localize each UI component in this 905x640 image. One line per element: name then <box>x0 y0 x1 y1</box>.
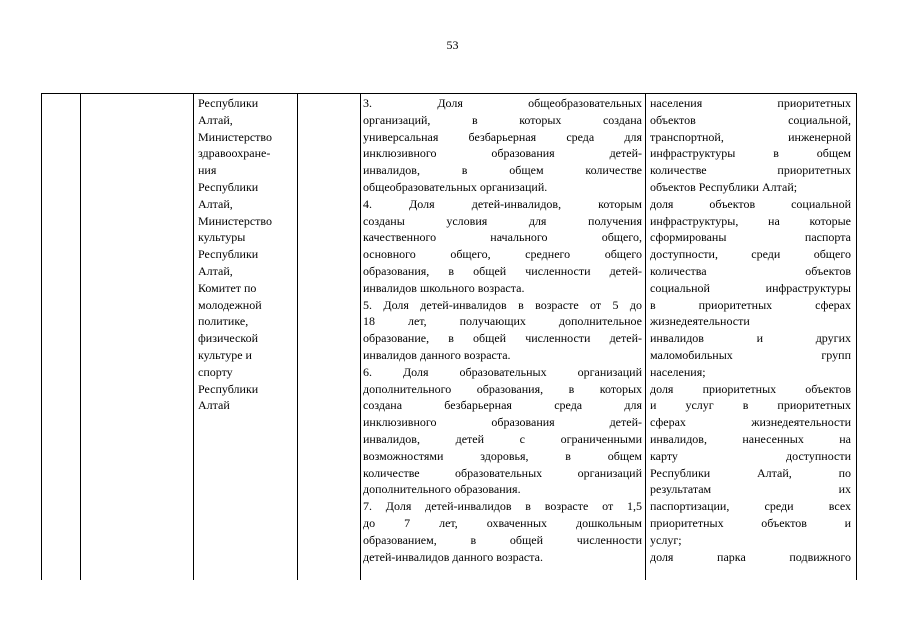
indicator-line: 5. Доля детей-инвалидов в возрасте от 5 до <box>363 297 642 312</box>
executor-line: политике, <box>198 314 249 329</box>
executor-line: Алтай <box>198 398 230 413</box>
result-line: населения приоритетных <box>650 96 851 110</box>
page-number: 53 <box>446 38 459 52</box>
result-line: инфраструктуры, на которые <box>650 213 851 228</box>
result-line: инвалидов и других <box>650 331 851 346</box>
indicator-line: до 7 лет, охваченных дошкольным <box>363 515 642 530</box>
executor-line: Алтай, <box>198 112 233 127</box>
result-line: маломобильных групп <box>650 347 851 362</box>
result-line: количестве приоритетных <box>650 163 851 178</box>
indicator-line: возможностями здоровья, в общем <box>363 448 642 463</box>
executor-line: Комитет по <box>198 280 257 295</box>
result-line: в приоритетных сферах <box>650 297 851 312</box>
result-line: количества объектов <box>650 263 851 278</box>
result-line: приоритетных объектов и <box>650 515 851 530</box>
result-line: карту доступности <box>650 448 851 463</box>
indicator-line: дополнительного образования, в которых <box>363 381 642 396</box>
executor-line: Республики <box>198 247 259 262</box>
result-line: инвалидов, нанесенных на <box>650 431 851 446</box>
indicator-line: универсальная безбарьерная среда для <box>363 129 642 144</box>
executor-line: Республики <box>198 381 259 396</box>
result-line: транспортной, инженерной <box>650 129 851 144</box>
indicator-line: 4. Доля детей-инвалидов, которым <box>363 196 642 211</box>
indicator-line: инвалидов школьного возраста. <box>363 280 525 295</box>
indicator-table <box>41 93 857 580</box>
column-divider <box>297 94 298 580</box>
result-line: услуг; <box>650 532 682 547</box>
executor-line: Алтай, <box>198 196 233 211</box>
result-line: сформированы паспорта <box>650 230 851 245</box>
indicator-line: основного общего, среднего общего <box>363 247 642 262</box>
result-line: Республики Алтай, по <box>650 465 851 480</box>
column-divider <box>645 94 646 580</box>
indicator-line: общеобразовательных организаций. <box>363 179 548 194</box>
indicator-line: созданы условия для получения <box>363 213 642 228</box>
column-divider <box>193 94 194 580</box>
result-line: и услуг в приоритетных <box>650 398 851 413</box>
result-line: жизнедеятельности <box>650 314 750 329</box>
indicator-line: создана безбарьерная среда для <box>363 398 642 413</box>
column-divider <box>360 94 361 580</box>
indicator-line: 7. Доля детей-инвалидов в возрасте от 1,5 <box>363 499 642 514</box>
indicator-line: 3. Доля общеобразовательных <box>363 96 642 110</box>
executor-line: культуры <box>198 230 246 245</box>
executor-line: спорту <box>198 364 233 379</box>
executor-line: Министерство <box>198 129 272 144</box>
result-line: объектов социальной, <box>650 112 851 127</box>
result-line: результатам их <box>650 482 851 497</box>
column-divider <box>80 94 81 580</box>
indicator-line: 18 лет, получающих дополнительное <box>363 314 642 329</box>
executor-line: культуре и <box>198 347 252 362</box>
executor-line: физической <box>198 331 258 346</box>
result-line: объектов Республики Алтай; <box>650 179 798 194</box>
result-line: доля парка подвижного <box>650 549 851 564</box>
indicator-line: инклюзивного образования детей- <box>363 415 642 430</box>
executor-line: Республики <box>198 179 259 194</box>
indicator-line: образованием, в общей численности <box>363 532 642 547</box>
column-divider <box>41 94 42 580</box>
executor-line: ния <box>198 163 217 178</box>
result-line: сферах жизнедеятельности <box>650 415 851 430</box>
indicator-line: образование, в общей численности детей- <box>363 331 642 346</box>
indicator-line: количестве образовательных организаций <box>363 465 642 480</box>
result-line: доступности, среди общего <box>650 247 851 262</box>
result-line: населения; <box>650 364 706 379</box>
indicator-line: 6. Доля образовательных организаций <box>363 364 642 379</box>
indicator-line: инвалидов, в общем количестве <box>363 163 642 178</box>
indicator-line: инвалидов, детей с ограниченными <box>363 431 642 446</box>
indicator-line: детей-инвалидов данного возраста. <box>363 549 543 564</box>
result-line: инфраструктуры в общем <box>650 146 851 161</box>
results-cell <box>650 95 851 565</box>
indicator-line: дополнительного образования. <box>363 482 521 497</box>
executors-cell <box>198 95 294 414</box>
result-line: доля приоритетных объектов <box>650 381 851 396</box>
indicators-cell <box>363 95 642 565</box>
executor-line: Республики <box>198 96 259 110</box>
result-line: доля объектов социальной <box>650 196 851 211</box>
executor-line: Алтай, <box>198 263 233 278</box>
indicator-line: образования, в общей численности детей- <box>363 263 642 278</box>
executor-line: молодежной <box>198 297 262 312</box>
executor-line: Министерство <box>198 213 272 228</box>
indicator-line: качественного начального общего, <box>363 230 642 245</box>
indicator-line: инвалидов данного возраста. <box>363 347 511 362</box>
result-line: социальной инфраструктуры <box>650 280 851 295</box>
executor-line: здравоохране- <box>198 146 271 161</box>
indicator-line: инклюзивного образования детей- <box>363 146 642 161</box>
indicator-line: организаций, в которых создана <box>363 112 642 127</box>
column-divider <box>856 94 857 580</box>
result-line: паспортизации, среди всех <box>650 499 851 514</box>
